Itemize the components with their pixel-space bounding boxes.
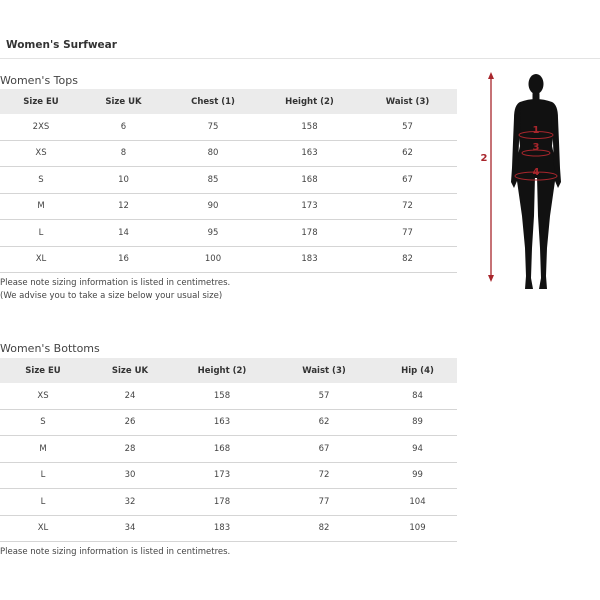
table-cell: 183 (261, 246, 358, 273)
table-cell: 163 (261, 140, 358, 167)
table-cell: 72 (270, 462, 378, 489)
table-cell: XL (0, 515, 86, 542)
tops-header-height: Height (2) (261, 89, 358, 114)
table-cell: 28 (86, 436, 174, 463)
table-cell: S (0, 167, 82, 194)
table-cell: 94 (378, 436, 457, 463)
table-cell: 12 (82, 193, 165, 220)
table-cell: 82 (270, 515, 378, 542)
table-row (0, 515, 457, 542)
table-cell: 80 (165, 140, 261, 167)
table-cell: 16 (82, 246, 165, 273)
table-cell: 67 (270, 436, 378, 463)
table-cell: 85 (165, 167, 261, 194)
table-row (0, 167, 457, 194)
table-cell: 173 (174, 462, 270, 489)
table-cell: M (0, 436, 86, 463)
bottoms-size-table (0, 358, 457, 542)
table-cell: 24 (86, 383, 174, 409)
height-marker-label: 2 (480, 153, 488, 164)
table-cell: 183 (174, 515, 270, 542)
tops-note-line-2: (We advise you to take a size below your usual size) (0, 291, 223, 301)
body-measurement-figure (476, 70, 576, 295)
table-cell: 67 (358, 167, 457, 194)
tops-size-table (0, 89, 457, 273)
table-cell: L (0, 462, 86, 489)
table-cell: 77 (358, 220, 457, 247)
table-cell: 34 (86, 515, 174, 542)
table-cell: 168 (261, 167, 358, 194)
table-cell: 75 (165, 114, 261, 140)
table-cell: L (0, 220, 82, 247)
bottoms-header-size-eu: Size EU (0, 358, 86, 383)
table-cell: 90 (165, 193, 261, 220)
table-cell: 84 (378, 383, 457, 409)
table-cell: 57 (270, 383, 378, 409)
table-cell: 14 (82, 220, 165, 247)
tops-note-line-1: Please note sizing information is listed in centimetres. (0, 278, 231, 288)
tops-header-size-uk: Size UK (82, 89, 165, 114)
table-cell: 2XS (0, 114, 82, 140)
table-cell: 8 (82, 140, 165, 167)
bottoms-header-row (0, 358, 457, 383)
tops-header-waist: Waist (3) (358, 89, 457, 114)
table-cell: 62 (358, 140, 457, 167)
table-cell: 6 (82, 114, 165, 140)
table-cell: 57 (358, 114, 457, 140)
table-cell: S (0, 409, 86, 436)
table-cell: 89 (378, 409, 457, 436)
table-cell: 158 (261, 114, 358, 140)
height-arrow (488, 72, 494, 282)
table-cell: 178 (261, 220, 358, 247)
table-cell: 30 (86, 462, 174, 489)
table-cell: 99 (378, 462, 457, 489)
woman-silhouette (511, 74, 561, 289)
table-cell: 77 (270, 489, 378, 516)
table-cell: 178 (174, 489, 270, 516)
table-cell: 104 (378, 489, 457, 516)
table-cell: 109 (378, 515, 457, 542)
bottoms-header-hip: Hip (4) (378, 358, 457, 383)
table-cell: 168 (174, 436, 270, 463)
tops-header-size-eu: Size EU (0, 89, 82, 114)
tops-section-title: Women's Tops (0, 74, 78, 87)
table-cell: M (0, 193, 82, 220)
table-cell: 163 (174, 409, 270, 436)
bottoms-header-height: Height (2) (174, 358, 270, 383)
table-cell: 100 (165, 246, 261, 273)
table-row (0, 114, 457, 140)
hip-marker-label: 4 (532, 167, 540, 178)
table-cell: 32 (86, 489, 174, 516)
table-cell: 10 (82, 167, 165, 194)
table-cell: L (0, 489, 86, 516)
table-cell: 173 (261, 193, 358, 220)
tops-header-row (0, 89, 457, 114)
tops-note (0, 277, 230, 303)
table-cell: XL (0, 246, 82, 273)
table-cell: 82 (358, 246, 457, 273)
bottoms-note: Please note sizing information is listed in centimetres. (0, 547, 231, 557)
table-row (0, 383, 457, 409)
bottoms-section-title: Women's Bottoms (0, 342, 100, 355)
table-cell: XS (0, 383, 86, 409)
waist-marker-label: 3 (532, 142, 540, 153)
title-divider (0, 58, 600, 59)
table-cell: 72 (358, 193, 457, 220)
table-row (0, 409, 457, 436)
table-cell: 158 (174, 383, 270, 409)
bottoms-header-size-uk: Size UK (86, 358, 174, 383)
table-row (0, 436, 457, 463)
table-row (0, 246, 457, 273)
table-cell: 26 (86, 409, 174, 436)
table-row (0, 140, 457, 167)
bottoms-header-waist: Waist (3) (270, 358, 378, 383)
chest-marker-label: 1 (532, 125, 540, 136)
page-title: Women's Surfwear (6, 39, 117, 51)
table-row (0, 193, 457, 220)
table-cell: 62 (270, 409, 378, 436)
table-cell: XS (0, 140, 82, 167)
table-cell: 95 (165, 220, 261, 247)
table-row (0, 462, 457, 489)
table-row (0, 489, 457, 516)
tops-header-chest: Chest (1) (165, 89, 261, 114)
table-row (0, 220, 457, 247)
